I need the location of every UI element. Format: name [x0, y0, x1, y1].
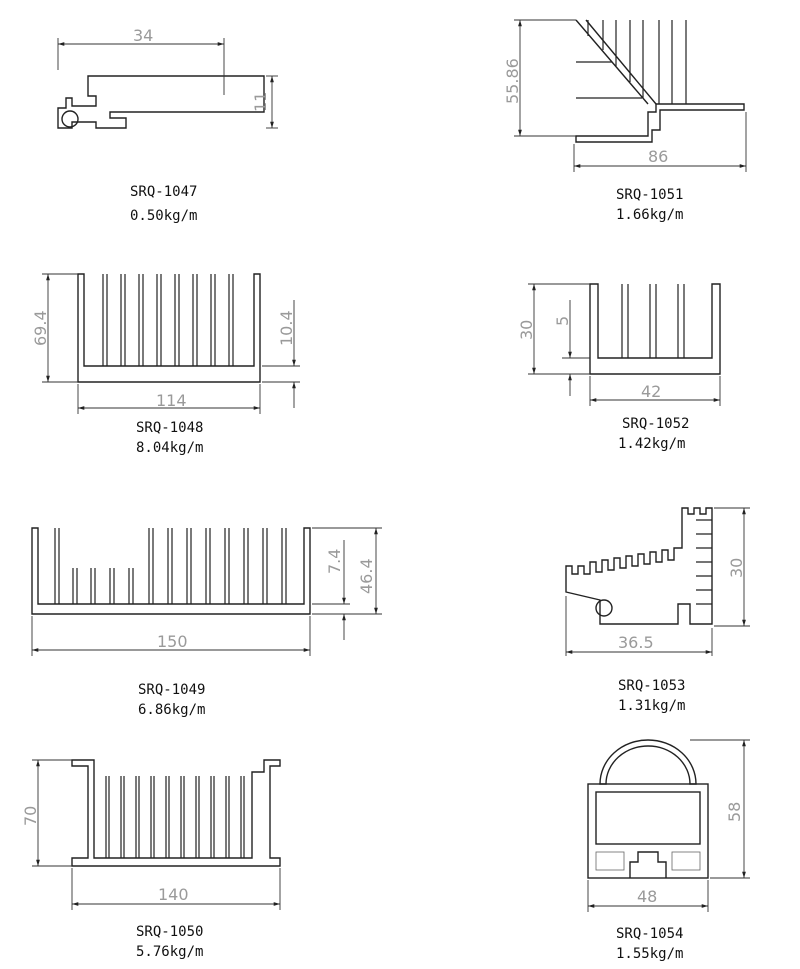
profile-srq-1047 [58, 26, 278, 224]
dim-label-base: 5 [553, 315, 572, 326]
center-channel [630, 852, 666, 878]
dim-label-height: 46.4 [357, 558, 376, 594]
dim-label-width: 34 [133, 26, 154, 45]
dim-label-height: 30 [727, 557, 746, 578]
inner-cavity [596, 792, 700, 844]
dim-label-height: 58 [725, 801, 744, 822]
comb-teeth [696, 520, 712, 604]
fin-group [576, 20, 686, 104]
dim-label-height: 30 [517, 319, 536, 340]
profile-weight: 1.42kg/m [618, 436, 686, 452]
profile-weight: 5.76kg/m [136, 944, 204, 960]
profile-weight: 1.66kg/m [616, 207, 684, 223]
profile-body [588, 784, 708, 878]
profile-weight: 1.55kg/m [616, 946, 684, 962]
fin-group [103, 274, 233, 366]
profile-base [32, 528, 310, 614]
dim-label-width: 48 [637, 887, 658, 906]
profile-srq-1051 [503, 20, 746, 223]
profile-code: SRQ-1049 [138, 682, 206, 698]
profile-code: SRQ-1051 [616, 187, 684, 203]
slot-right [672, 852, 700, 870]
profile-code: SRQ-1052 [622, 416, 690, 432]
dim-label-width: 114 [156, 391, 187, 410]
dome-outer [600, 740, 696, 784]
profile-code: SRQ-1050 [136, 924, 204, 940]
profile-srq-1053 [566, 508, 750, 714]
dim-label-height: 55.86 [503, 58, 522, 104]
dim-label-height: 70 [21, 805, 40, 826]
dim-label-width: 150 [157, 632, 188, 651]
hook-outline [596, 600, 612, 616]
profile-outline [576, 104, 744, 142]
dim-label-base: 10.4 [277, 310, 296, 346]
dim-label-height: 11 [251, 91, 270, 112]
profile-code: SRQ-1047 [130, 184, 198, 200]
profile-outline [58, 76, 264, 128]
dim-label-width: 42 [641, 382, 662, 401]
profile-weight: 8.04kg/m [136, 440, 204, 456]
profile-code: SRQ-1054 [616, 926, 684, 942]
fin-group [106, 776, 244, 858]
profile-weight: 6.86kg/m [138, 702, 206, 718]
dim-label-height: 69.4 [31, 310, 50, 346]
profile-outline [566, 508, 712, 624]
dim-label-width: 36.5 [618, 633, 654, 652]
profile-srq-1050 [21, 760, 280, 960]
profile-base [590, 284, 720, 374]
profile-weight: 0.50kg/m [130, 208, 198, 224]
profile-weight: 1.31kg/m [618, 698, 686, 714]
profile-srq-1049 [32, 528, 382, 718]
profile-code: SRQ-1053 [618, 678, 686, 694]
dim-label-base: 7.4 [325, 548, 344, 574]
slot-left [596, 852, 624, 870]
fin-group [55, 528, 286, 604]
profile-srq-1048 [31, 274, 300, 456]
profile-outline [72, 760, 280, 866]
fin-group [622, 284, 684, 358]
profile-srq-1052 [517, 284, 720, 452]
hook-outline [62, 111, 78, 127]
profile-code: SRQ-1048 [136, 420, 204, 436]
dim-label-width: 86 [648, 147, 669, 166]
dim-label-width: 140 [158, 885, 189, 904]
profile-srq-1054 [588, 740, 750, 962]
